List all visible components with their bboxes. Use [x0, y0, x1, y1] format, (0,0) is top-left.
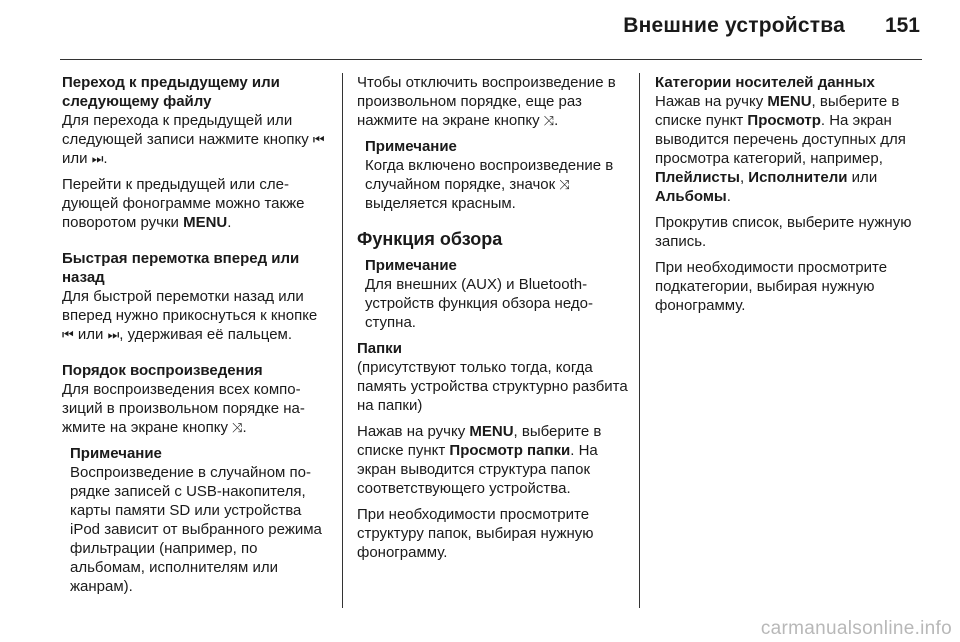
text: .	[554, 112, 559, 129]
text: Чтобы отключить воспроизведение в произвольном порядке, еще раз нажмите на экране кнопку	[357, 74, 616, 129]
paragraph-categories	[655, 92, 930, 206]
text: Для быстрой перемотки назад или вперед нужно прикоснуться к кнопке	[62, 288, 318, 324]
text: Для перехода к предыдущей или следующей записи нажмите кнопку	[62, 112, 313, 148]
column-3	[655, 73, 930, 315]
text: Когда включено воспроизведение в случайном порядке, значок	[365, 157, 614, 193]
menu-key-label: MENU	[183, 214, 228, 231]
shuffle-icon: ⤨	[543, 113, 555, 128]
text: .	[103, 150, 108, 167]
column-1	[62, 73, 332, 596]
category-label: Плейлисты	[655, 169, 740, 186]
menu-key-label: MENU	[767, 93, 812, 110]
paragraph-shuffle-off	[357, 73, 629, 130]
text: , удерживая её пальцем.	[119, 326, 293, 343]
shuffle-icon: ⤨	[559, 177, 570, 192]
text: , выберите в списке пункт	[655, 93, 900, 129]
note-heading: Примечание	[365, 138, 457, 155]
paragraph-folders-select	[357, 422, 629, 498]
header-divider	[60, 59, 922, 60]
section-heading-play-order: Порядок воспроизведения	[62, 362, 263, 379]
section-heading-folders: Папки	[357, 340, 402, 357]
text: , выберите в списке пункт	[357, 423, 602, 459]
paragraph-fast-forward	[62, 287, 332, 344]
note-heading: Примечание	[365, 257, 457, 274]
section-heading-prev-next: Переход к предыдущему или следующему файлу	[62, 74, 280, 110]
skip-previous-icon: ⏮	[62, 327, 74, 342]
page-title: Внешние устройства	[623, 14, 845, 37]
text: Для воспроизведения всех композиций в произвольном порядке нажмите на экране кнопку	[62, 381, 305, 436]
text: . На экран выводится структура папок соответствующего устройства.	[357, 442, 598, 497]
paragraph-subcategories: При необходимости просмотрите подкатегории, выбирая нужную фонограмму.	[655, 259, 888, 314]
page-header	[0, 0, 960, 60]
paragraph-prev-next	[62, 111, 332, 168]
text: или	[847, 169, 878, 186]
note-block	[365, 137, 629, 213]
paragraph-folders-browse: При необходимости просмотрите структуру папок, выбирая нужную фонограмму.	[357, 506, 594, 561]
text: или	[62, 150, 92, 167]
text: ,	[739, 169, 749, 186]
category-label: Исполнители	[748, 169, 848, 186]
note-block	[70, 444, 332, 596]
skip-next-icon: ⏭	[107, 327, 120, 342]
text: выделяется красным.	[365, 195, 516, 212]
text: . На экран выводится перечень доступных для просмотра категорий, например,	[655, 112, 906, 167]
category-label: Альбомы	[655, 188, 727, 205]
note-heading: Примечание	[70, 445, 162, 462]
section-heading-fast-forward: Быстрая перемотка вперед или назад	[62, 250, 300, 286]
skip-next-icon: ⏭	[91, 151, 104, 166]
paragraph-play-order	[62, 380, 332, 437]
text: Нажав на ручку	[655, 93, 768, 110]
column-2	[357, 73, 629, 562]
text: .	[227, 214, 232, 231]
paragraph-scroll: Прокрутив список, выберите нужную запись.	[655, 214, 912, 250]
skip-previous-icon: ⏮	[312, 132, 325, 147]
paragraph-folders-condition: (присутствуют только тогда, когда память устройства структурно разбита на папки)	[357, 359, 628, 414]
paragraph-menu-knob	[62, 175, 332, 232]
column-divider-2	[639, 73, 640, 608]
note-text: Для внешних (AUX) и Bluetooth-устройств функция обзора недоступна.	[365, 276, 593, 331]
note-text: Воспроизведение в случайном порядке записей с USB-накопителя, карты памяти SD или устройства iPod зависит от выбранного режима фильтрации (например, по альбомам, исполнителям или жанрам).	[70, 464, 322, 595]
menu-item-label: Просмотр папки	[449, 442, 571, 459]
text: Нажав на ручку	[357, 423, 470, 440]
text: .	[726, 188, 731, 205]
menu-item-label: Просмотр	[747, 112, 821, 129]
note-text	[365, 156, 629, 213]
note-block	[365, 256, 629, 332]
shuffle-icon: ⤨	[232, 420, 243, 435]
section-heading-categories: Категории носителей данных	[655, 74, 875, 91]
text: Перейти к предыдущей или следующей фонограмме можно также поворотом ручки	[62, 176, 305, 231]
page-number: 151	[884, 14, 920, 37]
watermark: carmanualsonline.info	[760, 618, 952, 639]
text: .	[242, 419, 247, 436]
section-heading-browse: Функция обзора	[357, 229, 503, 249]
menu-key-label: MENU	[469, 423, 514, 440]
text: или	[73, 326, 108, 343]
column-divider-1	[342, 73, 343, 608]
